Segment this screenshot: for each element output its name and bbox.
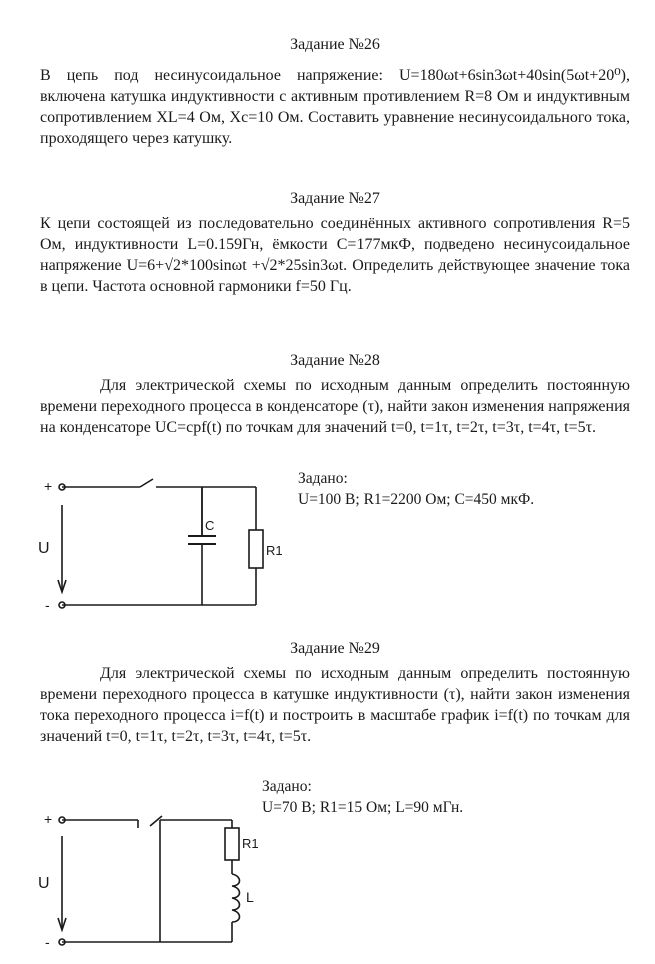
task-29-circuit-diagram [0,806,300,956]
task-28-given-values: U=100 В; R1=2200 Ом; С=450 мкФ. [298,491,535,508]
task-29-given-values: U=70 В; R1=15 Ом; L=90 мГн. [262,799,464,816]
switch-blade [140,479,153,487]
label-inductor: L [246,889,254,905]
task-27-text: К цепи состоящей из последовательно соединённых активного сопротивления R=5 Ом, индуктивности L=0.159Гн, ёмкости C=177мкФ, подведено несинусоидальное напряжение U=6+√2*100sinωt +√2*25sin3ωt. Определить действующее значение тока в цепи. Частота основной гармоники f=50 Гц. [40,215,630,295]
task-26-text: В цепь под несинусоидальное напряжение: U=180ωt+6sin3ωt+40sin(5ωt+20⁰), включена катушка индуктивности с активным противлением R=8 Ом и индуктивным сопротивлением XL=4 Ом, Xc=10 Ом. Составить уравнение несинусоидального тока, проходящего через катушку. [40,67,630,147]
task-29-title: Задание №29 [290,640,380,657]
label-plus: + [44,811,53,827]
label-resistor: R1 [266,543,283,558]
task-28-text: Для электрической схемы по исходным данным определить постоянную времени переходного процесса в конденсаторе (τ), найти закон изменения напряжения на конденсаторе UC=cpf(t) по точкам для значений t=0, t=1τ, t=2τ, t=3τ, t=4τ, t=5τ. [40,377,630,436]
task-26 [40,34,630,149]
label-resistor: R1 [242,836,259,851]
task-28-title: Задание №28 [290,352,380,369]
task-28 [40,350,630,438]
task-29 [40,638,630,747]
task-28-given [298,468,534,510]
label-capacitor: C [205,518,215,533]
task-28-circuit-diagram [0,475,320,615]
label-plus: + [44,478,53,494]
label-minus: - [45,934,50,950]
task-28-given-label: Задано: [298,470,348,487]
label-voltage: U [38,540,50,557]
task-29-given-label: Задано: [262,778,312,795]
task-27 [40,188,630,297]
resistor-r1 [225,828,239,860]
task-27-title: Задание №27 [290,190,380,207]
task-29-text: Для электрической схемы по исходным данным определить постоянную времени переходного процесса в катушке индуктивности (τ), найти закон изменения тока переходного процесса i=f(t) и построить в масштабе график i=f(t) по точкам для значений t=0, t=1τ, t=2τ, t=3τ, t=4τ, t=5τ. [40,665,630,745]
task-26-title: Задание №26 [290,36,380,53]
label-minus: - [45,597,50,613]
label-voltage: U [38,875,50,892]
resistor-r1 [249,530,263,568]
